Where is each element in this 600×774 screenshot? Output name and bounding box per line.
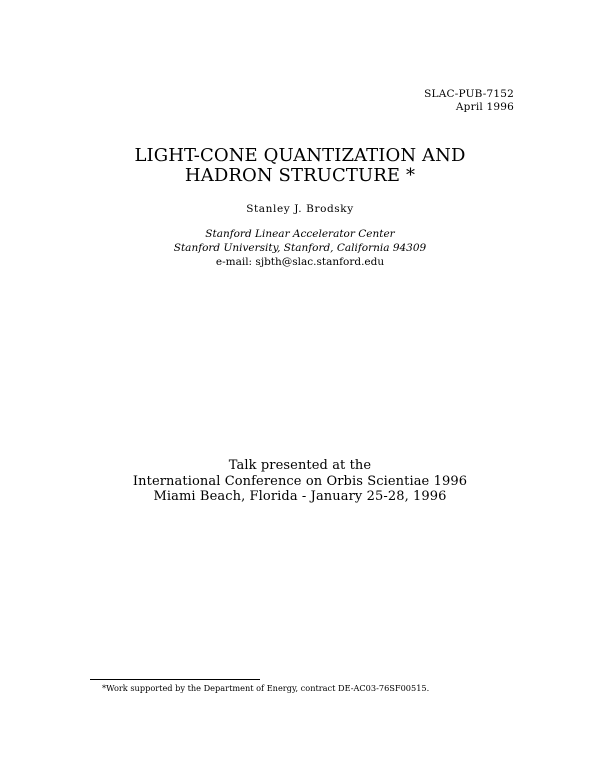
paper-title [0,146,600,186]
talk-line-2: International Conference on Orbis Scientiae 1996 [132,473,468,489]
talk-info [0,458,600,505]
affiliation-line-2: Stanford University, Stanford, California 94309 [173,242,427,254]
author-email: e-mail: sjbth@slac.stanford.edu [215,256,385,268]
report-number: SLAC-PUB-7152 [424,88,514,100]
footnote-divider [90,679,260,680]
author-name: Stanley J. Brodsky [246,203,354,215]
talk-line-1: Talk presented at the [228,458,372,473]
report-date: April 1996 [455,101,514,113]
title-line-2: HADRON STRUCTURE * [184,165,416,186]
title-line-1: LIGHT-CONE QUANTIZATION AND [134,145,466,166]
affiliation-line-1: Stanford Linear Accelerator Center [205,228,395,240]
footnote: *Work supported by the Department of Energy, contract DE-AC03-76SF00515. [102,683,430,693]
talk-line-3: Miami Beach, Florida - January 25-28, 1996 [153,489,447,504]
